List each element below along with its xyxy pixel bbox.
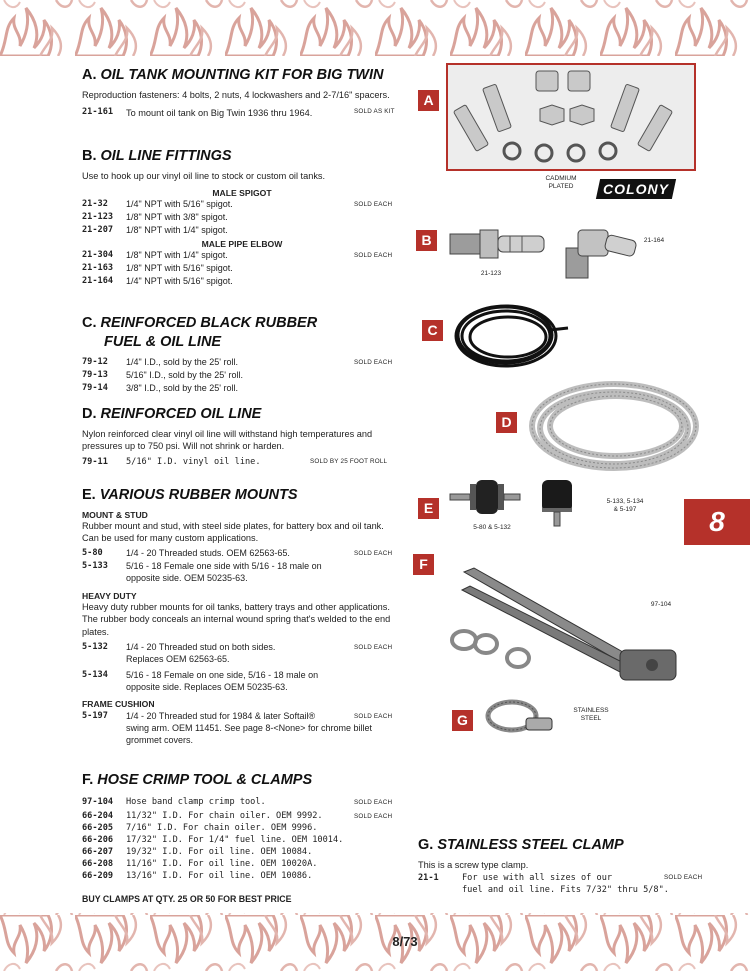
part-row: 5-133 5/16 - 18 Female one side with 5/16 - 18 male on [82, 560, 322, 571]
kit-parts-illustration [448, 65, 694, 169]
spigot-fitting-image [448, 224, 548, 264]
badge-f: F [413, 554, 434, 575]
part-row-continued: Replaces OEM 62563-65. [126, 654, 230, 665]
black-line-list [82, 356, 402, 395]
crimp-tool-image [440, 560, 690, 690]
frame-cushion-image [536, 476, 580, 528]
crimp-tool-list [82, 796, 402, 888]
section-a-description: Reproduction fasteners: 4 bolts, 2 nuts, 4 lockwashers and 2-7/16" spacers. [82, 90, 390, 100]
mount-stud-list [82, 547, 402, 587]
badge-d: D [496, 412, 517, 433]
part-row: 66-206 17/32" I.D. For 1/4" fuel line. OEM 10014. [82, 835, 344, 845]
clear-oil-line-image [524, 376, 700, 478]
subhead-frame-cushion: FRAME CUSHION [82, 699, 155, 710]
spigot-caption: 21-123 [480, 270, 502, 277]
subhead-heavy-duty: HEAVY DUTY [82, 590, 137, 601]
section-e-heading: E. VARIOUS RUBBER MOUNTS [82, 487, 298, 503]
flame-border-top [0, 0, 750, 56]
black-rubber-line-image [450, 300, 570, 372]
section-g-heading: G. STAINLESS STEEL CLAMP [418, 837, 624, 853]
part-row: 79-14 3/8" I.D., sold by the 25' roll. [82, 383, 238, 393]
part-row: 5-197 1/4 - 20 Threaded stud for 1984 & later Softail® SOLD EACH [82, 711, 393, 722]
flame-border-bottom [0, 913, 750, 971]
part-row: 97-104 Hose band clamp crimp tool. SOLD EACH [82, 797, 393, 807]
colony-logo: COLONY [596, 179, 676, 199]
frame-cushion-list [82, 709, 402, 747]
badge-e: E [418, 498, 439, 519]
part-row-continued: opposite side. Replaces OEM 50235-63. [126, 682, 288, 693]
part-row: 21-32 1/4" NPT with 5/16" spigot. SOLD EACH [82, 199, 393, 210]
section-f [82, 772, 402, 904]
mount-stud-description: Rubber mount and stud, with steel side plates, for battery box and oil tank. Can be used for many custom applications. [82, 521, 384, 544]
part-row: 79-13 5/16" I.D., sold by the 25' roll. [82, 370, 243, 380]
part-row-continued: opposite side. OEM 50235-63. [126, 572, 248, 583]
section-c-heading-line2: FUEL & OIL LINE [104, 334, 222, 350]
badge-b: B [416, 230, 437, 251]
part-row: 5-80 1/4 - 20 Threaded studs. OEM 62563-65. SOLD EACH [82, 547, 393, 558]
part-row: 21-123 1/8" NPT with 3/8" spigot. [82, 212, 228, 223]
badge-g: G [452, 710, 473, 731]
section-a [82, 67, 402, 119]
badge-a: A [418, 90, 439, 111]
part-row: 5-132 1/4 - 20 Threaded stud on both sides. SOLD EACH [82, 642, 393, 653]
section-b-description: Use to hook up our vinyl oil line to stock or custom oil tanks. [82, 171, 326, 181]
part-row: 79-11 5/16" I.D. vinyl oil line. SOLD BY 25 FOOT ROLL [82, 456, 388, 467]
stainless-steel-caption: STAINLESS STEEL [573, 707, 609, 722]
mount-stud-caption: 5-80 & 5-132 [473, 524, 511, 531]
elbow-fitting-image [560, 220, 640, 284]
stainless-clamp-list: 21-1 For use with all sizes of our fuel and oil line. Fits 7/32" thru 5/8". SOLD EACH [418, 873, 703, 896]
subhead-mount-stud: MOUNT & STUD [82, 510, 148, 520]
heavy-duty-description: Heavy duty rubber mounts for oil tanks, battery trays and other applications. The rubber body conceals an internal wound spring that's welded to the end plates. [82, 601, 391, 637]
section-b [82, 148, 402, 288]
section-g-description: This is a screw type clamp. [418, 860, 529, 870]
section-c-heading: C. REINFORCED BLACK RUBBER [82, 315, 318, 331]
part-row: 21-164 1/4" NPT with 5/16" spigot. [82, 276, 233, 287]
part-row: 66-205 7/16" I.D. For chain oiler. OEM 9996. [82, 823, 318, 833]
section-d-description: Nylon reinforced clear vinyl oil line will withstand high temperatures and pressures up to 750 psi. Will not shrink or harden. [82, 429, 373, 452]
section-f-heading: F. HOSE CRIMP TOOL & CLAMPS [82, 772, 313, 788]
section-c [82, 315, 402, 395]
part-row: 21-161 To mount oil tank on Big Twin 1936 thru 1964. SOLD AS KIT [82, 107, 395, 119]
elbow-caption: 21-164 [643, 237, 665, 244]
page-number: 8/73 [392, 934, 418, 949]
part-row: 21-207 1/8" NPT with 1/4" spigot. [82, 225, 228, 236]
figure-a-oil-tank-kit [446, 63, 696, 171]
section-a-heading: A. OIL TANK MOUNTING KIT FOR BIG TWIN [82, 67, 384, 83]
heavy-duty-list [82, 641, 402, 697]
section-b-heading: B. OIL LINE FITTINGS [82, 148, 232, 164]
subhead-male-pipe-elbow: MALE PIPE ELBOW [201, 239, 283, 250]
section-d-heading: D. REINFORCED OIL LINE [82, 406, 262, 422]
part-row: 66-209 13/16" I.D. For oil line. OEM 10086. [82, 871, 313, 881]
section-e [82, 487, 402, 747]
mount-stud-image [448, 476, 522, 520]
part-row: 79-12 1/4" I.D., sold by the 25' roll. SOLD EACH [82, 357, 393, 367]
bulk-price-note: BUY CLAMPS AT QTY. 25 OR 50 FOR BEST PRICE [82, 894, 292, 904]
part-row: 5-134 5/16 - 18 Female on one side, 5/16 - 18 male on [82, 670, 319, 681]
frame-cushion-caption: 5-133, 5-134 & 5-197 [606, 498, 644, 513]
part-row: 66-204 11/32" I.D. For chain oiler. OEM 9992. SOLD EACH [82, 811, 393, 821]
male-pipe-elbow-list [82, 249, 402, 288]
cadmium-plated-caption: CADMIUM PLATED [545, 175, 577, 190]
part-row-continued: swing arm. OEM 11451. See page 8-<None> for chrome billet [126, 723, 372, 734]
part-row-continued: grommet covers. [126, 735, 194, 746]
part-row: 21-163 1/8" NPT with 5/16" spigot. [82, 263, 233, 274]
part-row: 66-208 11/16" I.D. For oil line. OEM 10020A. [82, 859, 318, 869]
part-row: 21-304 1/8" NPT with 1/4" spigot. SOLD EACH [82, 250, 393, 261]
male-spigot-list [82, 198, 402, 237]
chapter-tab: 8 [684, 499, 750, 545]
crimp-tool-caption: 97-104 [650, 601, 672, 608]
section-g [418, 837, 718, 899]
subhead-male-spigot: MALE SPIGOT [212, 188, 272, 199]
stainless-clamp-image [482, 696, 556, 734]
badge-c: C [422, 320, 443, 341]
section-d [82, 406, 402, 469]
part-row: 66-207 19/32" I.D. For oil line. OEM 10084. [82, 847, 313, 857]
